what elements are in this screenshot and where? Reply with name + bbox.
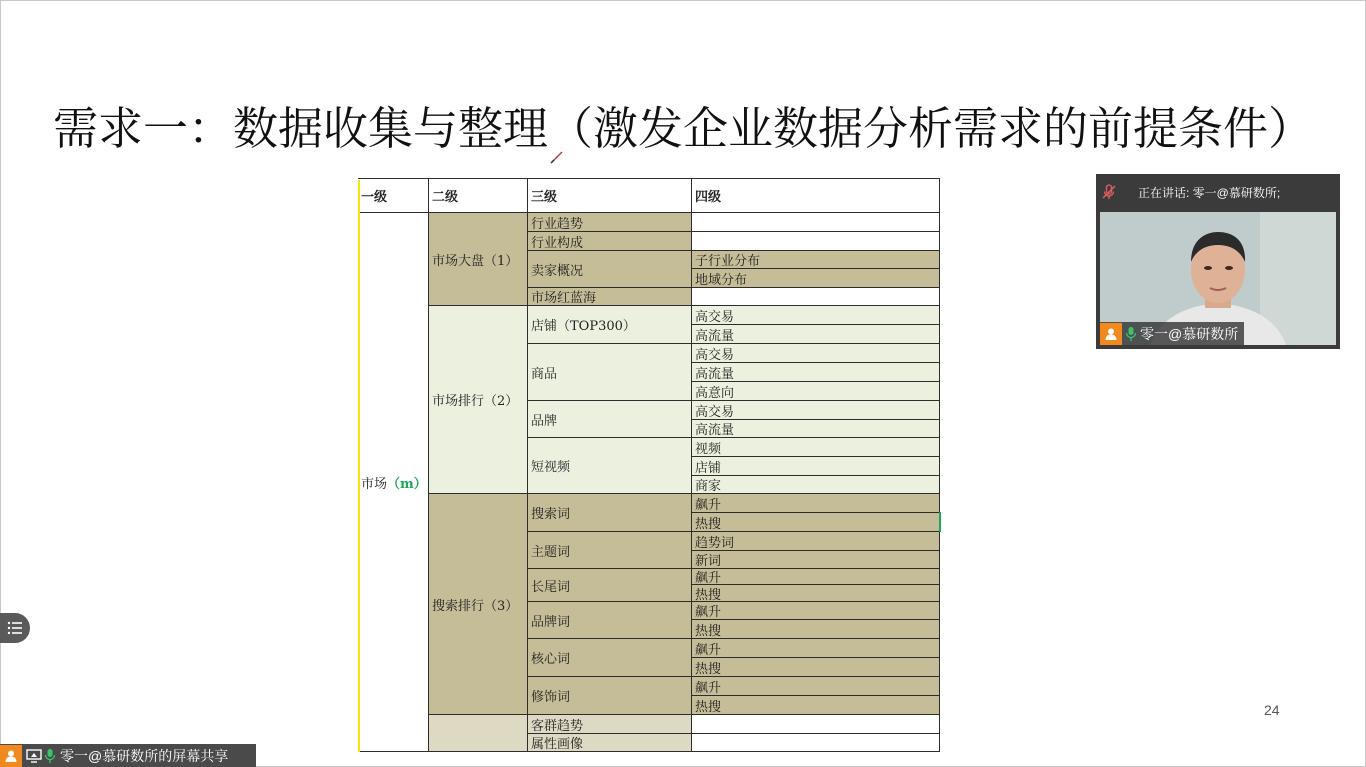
- level3-cell: 搜索词: [528, 494, 692, 532]
- level3-cell: 长尾词: [528, 569, 692, 602]
- level4-empty: [692, 715, 940, 734]
- level4-cell: 飙升: [692, 494, 940, 513]
- level3-cell: 卖家概况: [528, 251, 692, 288]
- level4-cell: 热搜: [692, 696, 940, 715]
- level4-cell: 飙升: [692, 639, 940, 658]
- level3-cell: 修饰词: [528, 677, 692, 715]
- screen-share-icon: [26, 749, 42, 763]
- level4-cell: 飙升: [692, 569, 940, 585]
- header-level1: 一级: [358, 178, 429, 213]
- data-table: [358, 178, 940, 752]
- level4-cell: 飙升: [692, 677, 940, 696]
- level4-cell: 高流量: [692, 325, 940, 344]
- group-customer: [429, 715, 528, 752]
- level3-cell: 品牌词: [528, 602, 692, 639]
- level4-cell: 商家: [692, 476, 940, 494]
- speaker-video-panel[interactable]: [1096, 174, 1340, 349]
- level4-cell: 趋势词: [692, 532, 940, 551]
- level3-cell: 属性画像: [528, 734, 692, 752]
- participant-name-tag: [1100, 322, 1244, 345]
- user-icon: [1100, 323, 1122, 345]
- header-level2: 二级: [429, 178, 528, 213]
- level4-cell: 飙升: [692, 602, 940, 620]
- header-level4: 四级: [692, 178, 940, 213]
- level3-cell: 短视频: [528, 438, 692, 494]
- speaker-header: [1096, 174, 1340, 210]
- level4-cell: 子行业分布: [692, 251, 940, 269]
- speaking-label: 正在讲话: 零一@慕研数所;: [1138, 185, 1281, 200]
- level3-cell: 客群趋势: [528, 715, 692, 734]
- page-number: 24: [1264, 702, 1280, 718]
- participant-name: 零一@慕研数所: [1140, 325, 1239, 342]
- screen-share-label: 零一@慕研数所的屏幕共享: [60, 747, 229, 764]
- level3-cell: 行业构成: [528, 232, 692, 251]
- group-market-ranking: 市场排行（2）: [429, 306, 528, 494]
- level4-cell: 地域分布: [692, 269, 940, 288]
- level4-empty: [692, 288, 940, 306]
- user-icon: [0, 745, 22, 767]
- level4-cell: 高交易: [692, 344, 940, 363]
- column-highlight: [358, 180, 360, 752]
- header-level3: 三级: [528, 178, 692, 213]
- level4-empty: [692, 213, 940, 232]
- level4-cell: 热搜: [692, 658, 940, 677]
- level4-cell: 视频: [692, 438, 940, 457]
- level4-cell: 高流量: [692, 420, 940, 438]
- level4-cell: 高交易: [692, 306, 940, 325]
- level4-cell: 热搜: [692, 585, 940, 602]
- level1-suffix: （m）: [387, 476, 427, 492]
- level4-cell: 店铺: [692, 457, 940, 476]
- screen-share-bar[interactable]: [0, 744, 256, 767]
- level4-cell: 热搜: [692, 620, 940, 639]
- level3-cell: 店铺（TOP300）: [528, 306, 692, 344]
- level4-empty: [692, 232, 940, 251]
- pen-cursor-icon: [550, 150, 564, 164]
- level4-cell: 新词: [692, 551, 940, 569]
- level3-cell: 市场红蓝海: [528, 288, 692, 306]
- level4-cell: 高交易: [692, 401, 940, 420]
- mic-muted-icon[interactable]: [1096, 174, 1122, 210]
- level3-cell: 核心词: [528, 639, 692, 677]
- level4-cell: 高流量: [692, 363, 940, 382]
- level3-cell: 主题词: [528, 532, 692, 569]
- level1-cell: [358, 213, 429, 752]
- level3-cell: 行业趋势: [528, 213, 692, 232]
- group-search-ranking: 搜索排行（3）: [429, 494, 528, 715]
- list-menu-icon[interactable]: [0, 613, 30, 643]
- level4-cell: 热搜: [692, 513, 940, 532]
- mic-level-icon: [1125, 326, 1137, 342]
- group-market-overview: 市场大盘（1）: [429, 213, 528, 306]
- level1-label: 市场: [361, 476, 388, 492]
- slide-title: 需求一：数据收集与整理（激发企业数据分析需求的前提条件）: [52, 102, 1313, 155]
- level4-empty: [692, 734, 940, 752]
- level3-cell: 商品: [528, 344, 692, 401]
- mic-level-icon: [44, 748, 56, 764]
- level4-cell: 高意向: [692, 382, 940, 401]
- cell-cursor: [939, 512, 941, 532]
- level3-cell: 品牌: [528, 401, 692, 438]
